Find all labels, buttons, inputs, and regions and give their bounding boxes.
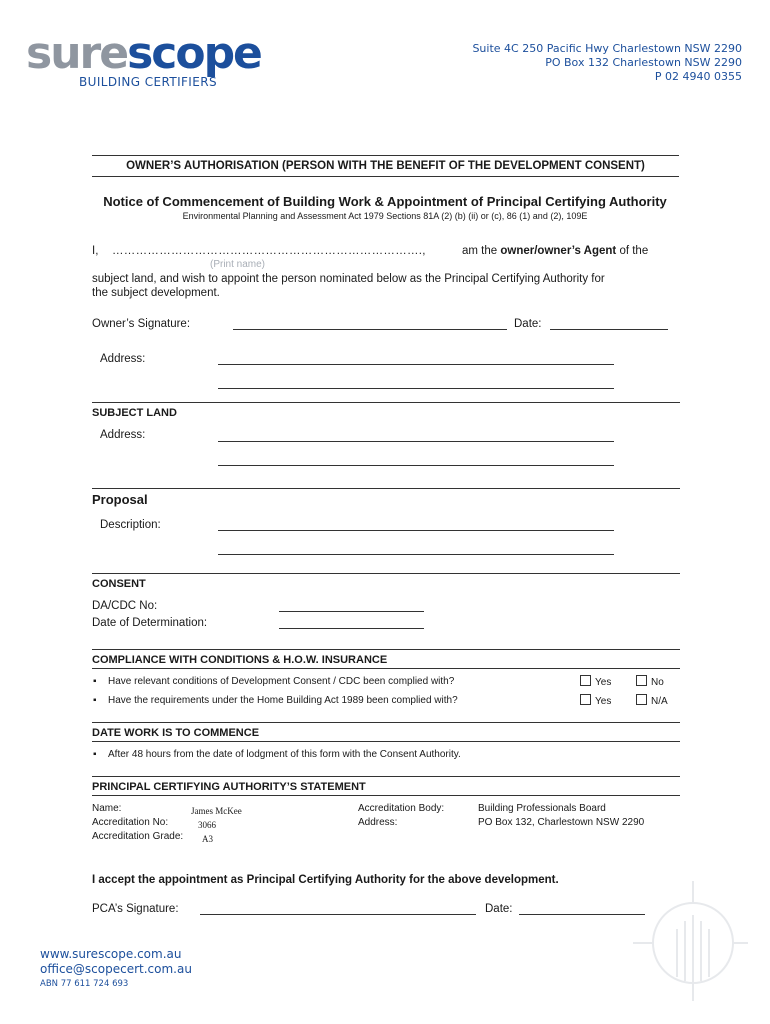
footer-website-link[interactable]: www.surescope.com.au [40,947,182,961]
pca-date-label: Date: [485,903,513,915]
owner-address-field-2[interactable] [218,388,614,389]
pca-accreditation-no-label: Accreditation No: [92,817,169,828]
compliance-divider [92,668,680,669]
compliance-question-2: Have the requirements under the Home Building Act 1989 been complied with? [108,695,458,706]
notice-title: Notice of Commencement of Building Work & Appointment of Principal Certifying Authority [103,194,667,209]
commence-item: After 48 hours from the date of lodgment of this form with the Consent Authority. [108,749,461,760]
contact-address: Suite 4C 250 Pacific Hwy Charlestown NSW 2290 [472,42,742,55]
compliance-heading: COMPLIANCE WITH CONDITIONS & H.O.W. INSURANCE [92,649,680,665]
da-number-label: DA/CDC No: [92,600,158,612]
act-reference: Environmental Planning and Assessment Act 1979 Sections 81A (2) (b) (ii) or (c), 86 (1) and (2), 109E [182,211,588,221]
q2-na-option[interactable]: N/A [636,694,668,709]
declaration-line-2: subject land, and wish to appoint the person nominated below as the Principal Certifying Authority for [92,273,605,285]
proposal-description-field-1[interactable] [218,530,614,531]
proposal-description-label: Description: [100,519,161,531]
owner-signature-field[interactable] [233,329,507,330]
footer-email-link[interactable]: office@scopecert.com.au [40,962,192,976]
owner-date-label: Date: [514,318,542,330]
da-number-field[interactable] [279,611,424,612]
pca-accreditation-body-label: Accreditation Body: [358,803,445,814]
proposal-heading: Proposal [92,488,680,504]
logo-subtitle: BUILDING CERTIFIERS [79,75,217,89]
pca-heading: PRINCIPAL CERTIFYING AUTHORITY’S STATEMENT [92,776,680,792]
pca-accreditation-body-value: Building Professionals Board [478,803,606,814]
q2-yes-checkbox[interactable] [580,694,591,705]
contact-po-box: PO Box 132 Charlestown NSW 2290 [545,56,742,69]
determination-date-label: Date of Determination: [92,617,208,629]
declaration-line-3: the subject development. [92,287,220,299]
commence-heading: DATE WORK IS TO COMMENCE [92,722,680,738]
pca-address-label: Address: [358,817,398,828]
consent-heading: CONSENT [92,573,680,589]
owner-date-field[interactable] [550,329,668,330]
pca-name-value: James McKee [191,806,242,816]
pca-address-value: PO Box 132, Charlestown NSW 2290 [478,817,645,828]
declaration-role: am the owner/owner’s Agent of the [462,245,649,257]
pca-accreditation-grade-label: Accreditation Grade: [92,831,184,842]
owner-signature-label: Owner’s Signature: [92,318,191,330]
q1-yes-option[interactable]: Yes [580,675,611,690]
proposal-description-field-2[interactable] [218,554,614,555]
pca-signature-label: PCA’s Signature: [92,903,179,915]
subject-address-field-2[interactable] [218,465,614,466]
pca-date-field[interactable] [519,914,645,915]
compliance-question-1: Have relevant conditions of Development Consent / CDC been complied with? [108,676,455,687]
header-contact [472,42,742,84]
pca-accreditation-grade-value: A3 [202,834,213,844]
commence-bullet-icon: ▪ [93,749,97,760]
subject-land-heading: SUBJECT LAND [92,402,680,418]
compliance-bullet-2-icon: ▪ [93,695,97,706]
q2-na-checkbox[interactable] [636,694,647,705]
contact-phone: P 02 4940 0355 [654,70,742,83]
determination-date-field[interactable] [279,628,424,629]
print-name-field[interactable]: ……………………………………………………………………., [112,245,426,257]
compliance-bullet-1-icon: ▪ [93,676,97,687]
subject-address-field-1[interactable] [218,441,614,442]
footer-contact [40,947,192,977]
print-name-hint: (Print name) [210,259,266,270]
q1-no-checkbox[interactable] [636,675,647,686]
pca-signature-field[interactable] [200,914,476,915]
pca-acceptance-statement: I accept the appointment as Principal Certifying Authority for the above development. [92,874,559,886]
subject-address-label: Address: [100,429,146,441]
q2-yes-option[interactable]: Yes [580,694,611,709]
owner-address-label: Address: [100,353,146,365]
q1-no-option[interactable]: No [636,675,664,690]
pca-divider [92,795,680,796]
commence-divider [92,741,680,742]
building-watermark-icon [633,881,748,1001]
owner-address-field-1[interactable] [218,364,614,365]
logo-wordmark: surescope [26,28,261,79]
pca-name-label: Name: [92,803,122,814]
declaration-i: I, [92,245,99,257]
footer-abn: ABN 77 611 724 693 [40,979,129,989]
owner-authorisation-title: OWNER’S AUTHORISATION (PERSON WITH THE BENEFIT OF THE DEVELOPMENT CONSENT) [92,155,679,177]
q1-yes-checkbox[interactable] [580,675,591,686]
pca-accreditation-no-value: 3066 [198,820,216,830]
